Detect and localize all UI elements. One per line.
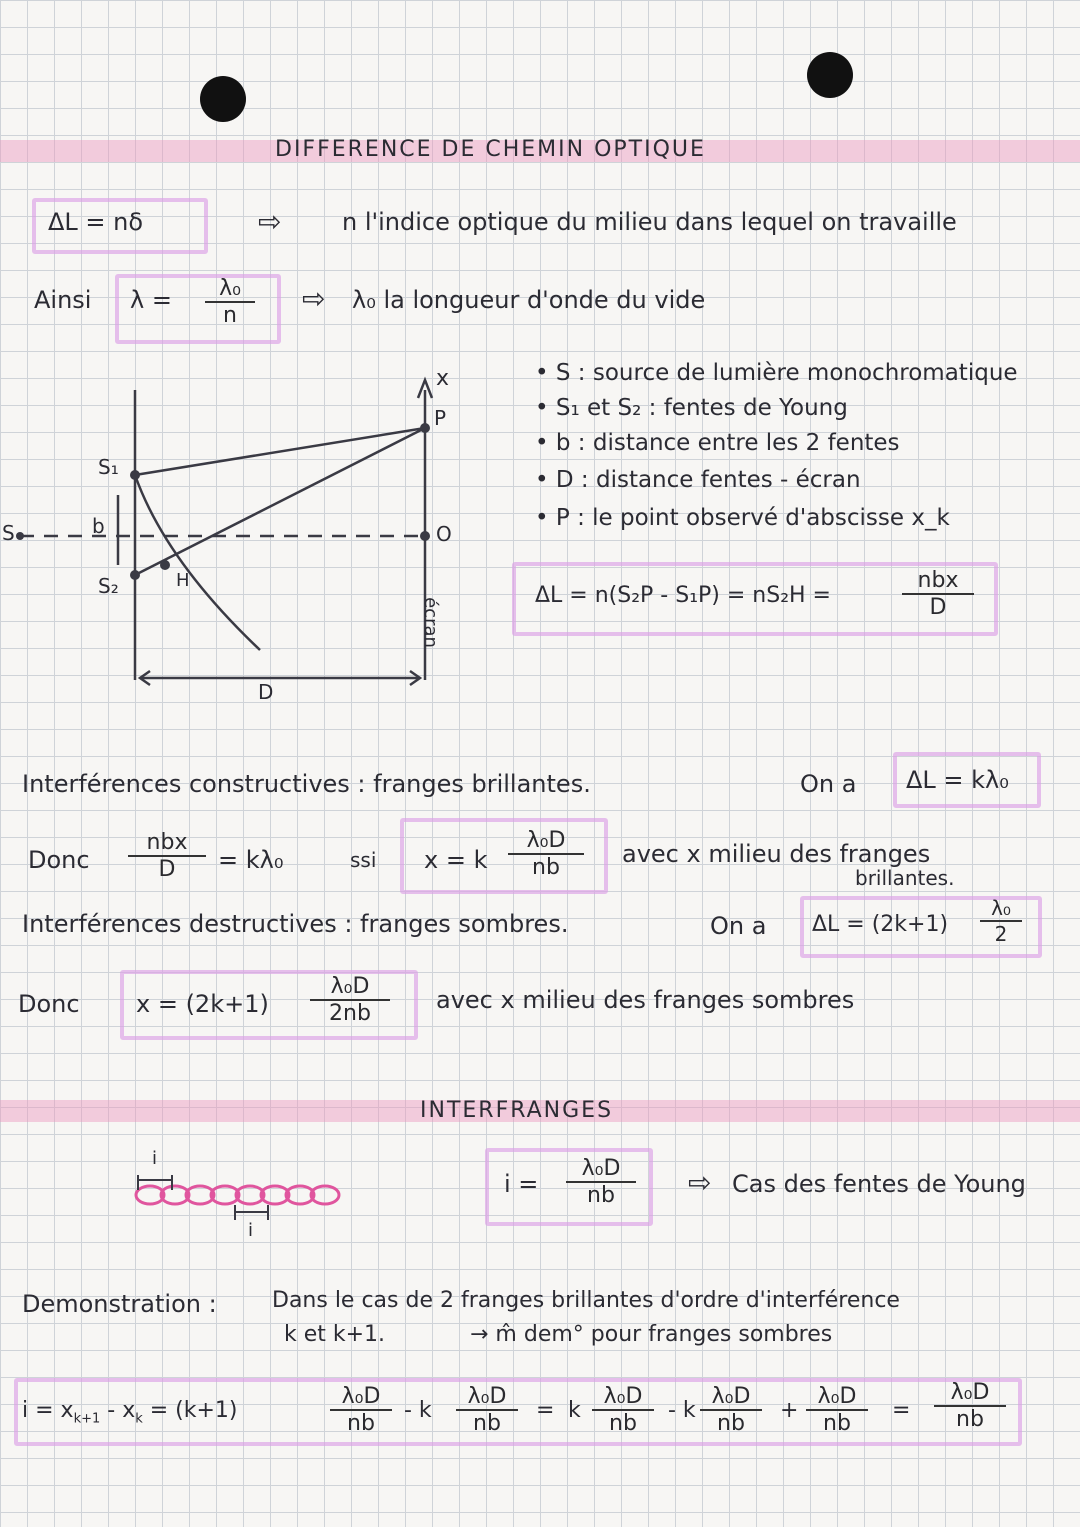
diagram-label-x: x (436, 366, 450, 391)
lambda0d-text: λ₀D (330, 1384, 392, 1411)
nb-text: nb (823, 1411, 851, 1436)
minus-x: - x (107, 1398, 136, 1423)
diagram-label-s2: S₂ (98, 574, 119, 598)
interfranges-title: INTERFRANGES (420, 1098, 614, 1123)
nb-text: nb (956, 1407, 984, 1432)
nb-text: nb (532, 855, 560, 880)
fraction-term-5 (806, 1384, 868, 1436)
ray-s1-p (135, 428, 425, 475)
formula-box-lambda (115, 274, 281, 344)
nb-text: nb (473, 1411, 501, 1436)
lambda0d-text: λ₀D (806, 1384, 868, 1411)
legend-text: b : distance entre les 2 fentes (555, 430, 900, 456)
nbx-text: nbx (902, 568, 974, 595)
lambda0d-text: λ₀D (508, 828, 584, 855)
fraction-lambda0-2 (980, 896, 1022, 946)
lambda0d-text: λ₀D (310, 974, 390, 1001)
fraction-lambda0d-nb-2 (566, 1156, 636, 1208)
lambda0-text: λ₀ (980, 896, 1022, 922)
two-text: 2 (994, 922, 1008, 946)
x-eq-k: x = k (424, 846, 488, 874)
minus-k: - k (404, 1398, 432, 1423)
legend-text: S : source de lumière monochromatique (555, 360, 1018, 386)
arrow-icon: ⇨ (302, 282, 326, 315)
lambda0d-text: λ₀D (566, 1156, 636, 1183)
destructive-heading: Interférences destructives : franges sombres. (22, 910, 569, 938)
on-a-label: On a (710, 912, 767, 940)
legend-item-source: • S : source de lumière monochromatique (535, 360, 1018, 386)
ssi-label: ssi (350, 848, 377, 872)
legend-text: S₁ et S₂ : fentes de Young (555, 395, 848, 421)
demo-text-line2: k et k+1. (284, 1322, 386, 1347)
binder-hole-right (807, 52, 853, 98)
delta-l-expr: ΔL = n(S₂P - S₁P) = nS₂H = (535, 583, 831, 608)
legend-item-slits: • S₁ et S₂ : fentes de Young (535, 395, 848, 421)
sub-k: k (135, 1411, 143, 1427)
diagram-label-o: O (436, 522, 452, 546)
eq-sign: = (892, 1398, 911, 1423)
i-eq-x: i = x (22, 1398, 74, 1423)
fraction-lambda0-n (205, 276, 255, 328)
s1-point (130, 470, 140, 480)
legend-item-b: • b : distance entre les 2 fentes (535, 430, 900, 456)
donc-label: Donc (28, 846, 90, 874)
diagram-label-s1: S₁ (98, 455, 119, 479)
legend-text: D : distance fentes - écran (555, 467, 861, 493)
diagram-label-d: D (258, 680, 274, 704)
note-vacuum-wavelength: λ₀ la longueur d'onde du vide (352, 286, 706, 314)
final-lhs (22, 1398, 238, 1426)
diagram-label-s: S (2, 521, 15, 545)
fraction-result (934, 1380, 1006, 1432)
nb-text: nb (587, 1183, 615, 1208)
plus-sign: + (780, 1398, 799, 1423)
x-eq-2k1: x = (2k+1) (136, 990, 269, 1018)
legend-item-p: • P : le point observé d'abscisse x_k (535, 505, 950, 531)
nb-text: nb (347, 1411, 375, 1436)
page-title: DIFFERENCE DE CHEMIN OPTIQUE (275, 137, 706, 162)
young-case-note: Cas des fentes de Young (732, 1170, 1026, 1198)
demo-text-line1: Dans le cas de 2 franges brillantes d'ordre d'interférence (272, 1288, 900, 1313)
minus-k: - k (668, 1398, 696, 1423)
h-point (160, 560, 170, 570)
formula-delta-l: ΔL = nδ (48, 208, 144, 236)
fringe-i-label: i (248, 1220, 254, 1241)
fraction-term-4 (700, 1384, 762, 1436)
fraction-term-2 (456, 1384, 518, 1436)
sub-k1: k+1 (73, 1411, 101, 1427)
fraction-nbx-d-2 (128, 830, 206, 882)
fraction-lambda0d-2nb (310, 974, 390, 1026)
fraction-nbx-d (902, 568, 974, 620)
avec-bright-line2: brillantes. (855, 866, 955, 890)
delta-l-k-lambda: ΔL = kλ₀ (906, 766, 1009, 794)
binder-hole-left (200, 76, 246, 122)
lambda0d-text: λ₀D (592, 1384, 654, 1411)
lambda0d-text: λ₀D (456, 1384, 518, 1411)
arrow-icon: ⇨ (688, 1166, 712, 1199)
s-point (16, 532, 24, 540)
legend-text: P : le point observé d'abscisse x_k (555, 505, 950, 531)
nb-text: nb (609, 1411, 637, 1436)
avec-dark: avec x milieu des franges sombres (436, 986, 855, 1014)
nbx-text: nbx (128, 830, 206, 857)
eq-k1: = (k+1) (149, 1398, 238, 1423)
note-refractive-index: n l'indice optique du milieu dans lequel on travaille (342, 208, 957, 236)
o-point (420, 531, 430, 541)
d-text: D (929, 595, 947, 620)
diagram-label-h: H (176, 570, 190, 591)
i-eq: i = (504, 1170, 539, 1198)
demo-label: Demonstration : (22, 1290, 217, 1318)
young-slits-diagram (0, 360, 470, 700)
fringe-i-label: i (152, 1148, 158, 1169)
nb-text: nb (717, 1411, 745, 1436)
p-point (420, 423, 430, 433)
on-a-label: On a (800, 770, 857, 798)
legend-item-d: • D : distance fentes - écran (535, 467, 861, 493)
avec-bright-line1: avec x milieu des franges (622, 840, 931, 868)
d-text: D (158, 857, 176, 882)
n-text: n (223, 303, 237, 328)
diagram-label-b: b (92, 514, 105, 538)
fraction-lambda0d-nb (508, 828, 584, 880)
diagram-label-p: P (434, 406, 447, 430)
delta-l-2k1: ΔL = (2k+1) (812, 912, 949, 937)
donc-label: Donc (18, 990, 80, 1018)
ainsi-label: Ainsi (34, 286, 92, 314)
s2-point (130, 570, 140, 580)
two-nb-text: 2nb (329, 1001, 371, 1026)
ray-s2-p (135, 428, 425, 575)
arc-s1-h (135, 475, 260, 650)
arrow-icon: ⇨ (258, 205, 282, 238)
constructive-heading: Interférences constructives : franges brillantes. (22, 770, 591, 798)
demo-text-line3: → m̂ dem° pour franges sombres (470, 1322, 833, 1347)
diagram-label-ecran: écran (419, 597, 441, 648)
lambda0d-text: λ₀D (934, 1380, 1006, 1407)
k-factor: k (568, 1398, 581, 1423)
lambda0d-text: λ₀D (700, 1384, 762, 1411)
lambda0-text: λ₀ (205, 276, 255, 303)
fraction-term-3 (592, 1384, 654, 1436)
lambda-eq: λ = (130, 286, 172, 314)
eq-k-lambda: = kλ₀ (218, 846, 284, 874)
fraction-term-1 (330, 1384, 392, 1436)
eq-sign: = (536, 1398, 555, 1423)
